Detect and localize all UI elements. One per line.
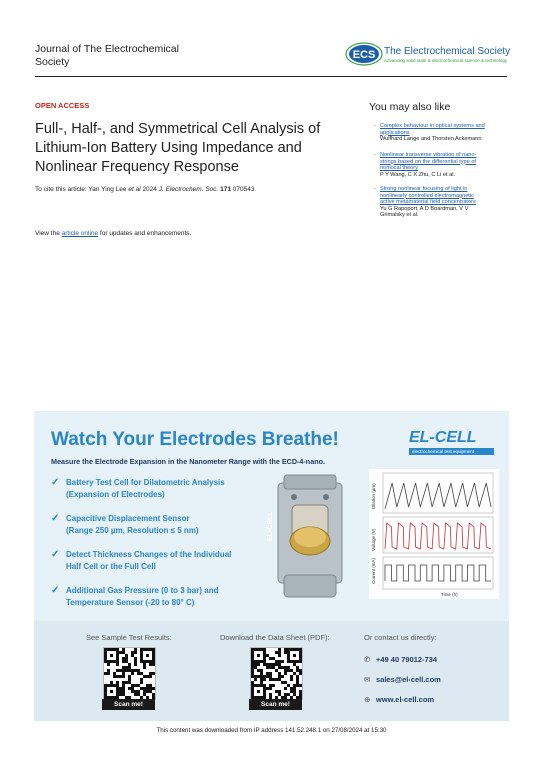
feature-item: ✓ Additional Gas Pressure (0 to 3 bar) and Temperature Sensor (-20 to 80° C) (51, 585, 219, 607)
checkmark-icon: ✓ (51, 585, 60, 596)
view-suffix: for updates and enhancements. (98, 230, 192, 237)
related-authors: Yu G Rapoport, A D Boardman, V V Grimalsky et al. (380, 205, 469, 219)
journal-line-1: Journal of The Electrochemical (35, 43, 179, 55)
download-footer: This content was downloaded from IP address 141.52.248.1 on 27/08/2024 at 15:30 (156, 727, 387, 734)
related-title[interactable]: Strong nonlinear focusing of light in nonlinearly controlled electromagnetic active metamaterial field concentrators (380, 186, 476, 206)
journal-line-2: Society (35, 56, 70, 68)
chart-ylabel-2: Voltage (V) (371, 528, 376, 551)
related-heading: You may also like (369, 101, 451, 113)
chart-ylabel-1: Dilation (µm) (371, 483, 376, 509)
feature-item: ✓ Detect Thickness Changes of the Individual Half Cell or the Full Cell (51, 549, 232, 571)
contact-heading: Or contact us directly: (364, 633, 437, 642)
sample-results-heading: See Sample Test Results: (86, 633, 172, 642)
publisher-tagline: Advancing solid state & electrochemical science & technology (384, 58, 508, 63)
chart-xlabel: Time (h) (441, 592, 458, 597)
ecs-logo-icon[interactable] (345, 42, 383, 66)
related-title[interactable]: Complex behaviour in optical systems and applications (380, 123, 485, 136)
header-divider (35, 76, 507, 77)
related-item[interactable] (374, 152, 510, 178)
bullet-icon: - (374, 186, 376, 192)
feature-item: ✓ Battery Test Cell for Dilatometric Analysis (Expansion of Electrodes) (51, 477, 225, 499)
cite-number: 070543 (231, 186, 255, 193)
related-item[interactable] (374, 186, 510, 219)
el-cell-logo[interactable] (409, 429, 494, 455)
title-line-2: Lithium-Ion Battery Using Impedance and (35, 140, 302, 156)
related-item[interactable] (374, 123, 510, 143)
cite-volume: 171 (220, 186, 231, 193)
datasheet-heading: Download the Data Sheet (PDF): (220, 633, 330, 642)
title-line-3: Nonlinear Frequency Response (35, 159, 239, 175)
related-authors: Wulfhard Lange and Thorsten Ackemann (380, 136, 482, 143)
ad-subhead: Measure the Electrode Expansion in the Nanometer Range with the ECD-4-nano. (51, 457, 325, 466)
cite-year: 2024 (140, 186, 159, 193)
bullet-icon: - (374, 152, 376, 158)
contact-web[interactable]: ⊕ www.el-cell.com (364, 695, 435, 704)
feature-item: ✓ Capacitive Displacement Sensor (Range 250 µm, Resolution ≤ 5 nm) (51, 513, 199, 535)
globe-icon: ⊕ (364, 695, 371, 704)
article-online-link[interactable]: article online (61, 230, 99, 237)
publisher-name: The Electrochemical Society (384, 46, 511, 57)
cite-prefix: To cite this article: Yan Ying Lee (35, 186, 129, 193)
checkmark-icon: ✓ (51, 549, 60, 560)
ecs-logo-text: ECS (352, 49, 376, 61)
chart-ylabel-3: Current (mA) (371, 557, 376, 584)
checkmark-icon: ✓ (51, 477, 60, 488)
citation (35, 186, 355, 193)
related-authors: P Y Wang, C X Zhu, C Li et al. (380, 171, 456, 178)
test-cell-device-image (264, 471, 356, 611)
view-prefix: View the (35, 230, 62, 237)
checkmark-icon: ✓ (51, 513, 60, 524)
journal-name (35, 43, 205, 69)
title-line-1: Full-, Half-, and Symmetrical Cell Analysis of (35, 121, 321, 137)
phone-icon: ✆ (364, 655, 371, 664)
qr-code-results[interactable] (103, 647, 156, 700)
brand-tagline: electrochemical test equipment (409, 448, 494, 455)
advertisement-banner[interactable] (34, 411, 509, 721)
related-title[interactable]: Nonlinear transverse vibration of nano- strings based on the differential type of nonlocal theory (380, 152, 477, 172)
qr-code-datasheet[interactable] (250, 647, 303, 700)
scan-me-button[interactable]: Scan me! (102, 699, 155, 710)
envelope-icon: ✉ (364, 675, 371, 684)
device-label: EL-CELL (267, 511, 274, 541)
bullet-icon: - (374, 123, 376, 129)
contact-email[interactable]: ✉ sales@el-cell.com (364, 675, 441, 684)
open-access-label: OPEN ACCESS (35, 101, 90, 110)
article-title (35, 120, 345, 177)
scan-me-button[interactable]: Scan me! (249, 699, 302, 710)
view-online (35, 230, 191, 237)
cite-journal: J. Electrochem. Soc. (158, 186, 219, 193)
ad-headline: Watch Your Electrodes Breathe! (51, 429, 339, 450)
brand-name: EL-CELL (409, 429, 477, 446)
contact-phone[interactable]: ✆ +49 40 79012-734 (364, 655, 438, 664)
dilation-chart (369, 469, 499, 599)
cite-etal: et al (128, 186, 141, 193)
